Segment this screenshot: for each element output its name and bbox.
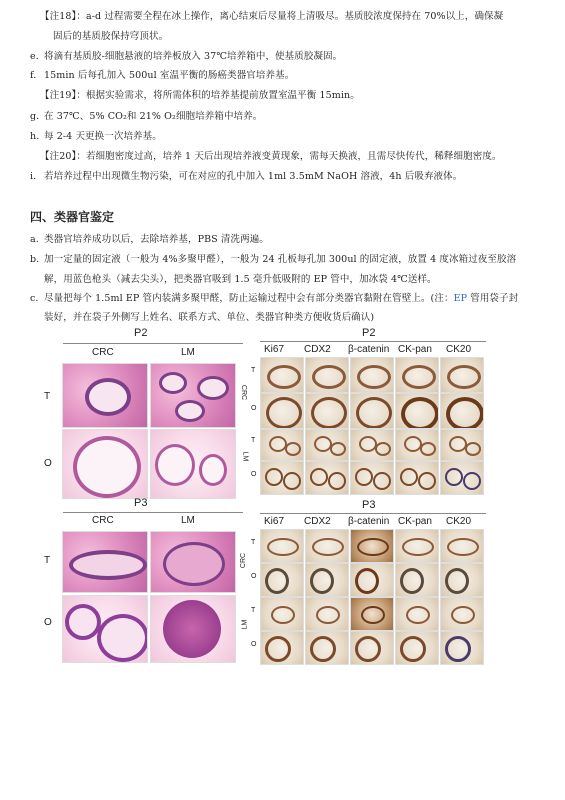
ihc-tile <box>350 429 394 461</box>
ihc-tile <box>260 357 304 393</box>
item-c-text-after: 管用袋子封 <box>467 293 519 304</box>
ihc-tile <box>395 357 439 393</box>
ihc-organoid <box>463 472 481 490</box>
ihc-gland <box>285 442 301 456</box>
step-h-label: h. <box>30 131 40 142</box>
ihc-tile <box>395 393 439 429</box>
ihc-gland <box>267 365 301 389</box>
ihc-p2-col-ck20: CK20 <box>446 344 472 355</box>
he-p3-col-lm: LM <box>181 515 195 526</box>
ihc-p3-col-ckpan: CK-pan <box>398 516 432 527</box>
ihc-tile <box>305 461 349 495</box>
note-18-line1: 【注18】：a-d 过程需要全程在冰上操作，离心结束后尽量将上清吸尽。基质胶浓度保持在 70%以上，确保凝 <box>40 11 504 22</box>
ihc-tile <box>350 393 394 429</box>
ihc-tile <box>395 429 439 461</box>
step-i-text: 若培养过程中出现微生物污染，可在对应的孔中加入 1ml 3.5mM NaOH 溶液，4h 后吸弃液体。 <box>44 171 463 182</box>
ihc-tile <box>305 529 349 563</box>
ihc-p3-col-bcatenin: β-catenin <box>348 516 390 527</box>
ihc-tile <box>440 393 484 429</box>
note-19: 【注19】：根据实验需求，将所需体积的培养基提前放置室温平衡 15min。 <box>40 90 360 101</box>
he-organoid <box>73 436 141 498</box>
he-p2-crc-tissue <box>62 363 148 428</box>
item-c-text-before: 尽量把每个 1.5ml EP 管内装满多聚甲醛，防止运输过程中会有部分类器官黏附在管壁上。(注： <box>44 293 454 304</box>
ihc-tile <box>260 563 304 597</box>
ihc-gland <box>447 538 479 556</box>
ihc-p3-crc-row-o: O <box>251 573 257 580</box>
he-p3-divider <box>63 512 243 513</box>
ihc-tile <box>350 357 394 393</box>
ihc-tile <box>350 631 394 665</box>
ihc-organoid <box>328 472 346 490</box>
ihc-organoid <box>446 397 484 429</box>
ihc-organoid <box>400 636 426 662</box>
item-b-line1 <box>30 253 516 266</box>
ihc-organoid <box>311 397 347 429</box>
he-p2-col-lm: LM <box>181 347 195 358</box>
step-f <box>30 69 294 82</box>
ihc-organoid <box>265 468 283 486</box>
item-b-line2: 解，用蓝色枪头（减去尖头），把类器官吸到 1.5 毫升低吸附的 EP 管中，加冰袋 4℃送样。 <box>44 274 437 285</box>
ihc-tile <box>305 563 349 597</box>
ihc-p3-col-ck20: CK20 <box>446 516 472 527</box>
he-p3-title: P3 <box>134 497 148 509</box>
note-20: 【注20】：若细胞密度过高，培养 1 天后出现培养液变黄现象，需每天换液，且需尽快传代，稀释细胞密度。 <box>40 151 502 162</box>
ihc-tile <box>305 597 349 631</box>
he-p2-lm-tissue <box>150 363 236 428</box>
ihc-organoid <box>418 472 436 490</box>
step-h-text: 每 2-4 天更换一次培养基。 <box>44 131 162 142</box>
item-c-ep-highlight: EP <box>453 293 468 304</box>
he-gland <box>175 400 205 422</box>
ihc-tile <box>260 597 304 631</box>
item-a-label: a. <box>30 234 39 245</box>
ihc-organoid <box>355 568 379 594</box>
ihc-tile <box>350 529 394 563</box>
ihc-gland <box>312 538 344 556</box>
ihc-p2-crc-row-t: T <box>251 367 256 374</box>
step-g-label: g. <box>30 111 40 122</box>
he-gland <box>197 376 229 400</box>
item-a <box>30 233 269 246</box>
item-b-label: b. <box>30 254 40 265</box>
he-p2-col-crc: CRC <box>92 347 114 358</box>
he-organoid <box>97 614 148 662</box>
ihc-p2-crc-row-o: O <box>251 405 257 412</box>
ihc-organoid <box>356 397 392 429</box>
ihc-organoid <box>265 568 289 594</box>
he-gland <box>85 378 131 416</box>
ihc-organoid <box>445 568 469 594</box>
step-g-text: 在 37℃、5% CO₂和 21% O₂细胞培养箱中培养。 <box>44 111 263 122</box>
ihc-gland <box>402 365 436 389</box>
ihc-p2-col-cdx2: CDX2 <box>304 344 331 355</box>
ihc-tile <box>440 563 484 597</box>
item-c-line1 <box>30 292 518 305</box>
he-gland <box>69 550 147 580</box>
he-p2-row-o: O <box>44 458 52 469</box>
he-gland <box>159 372 187 394</box>
he-p3-lm-tissue <box>150 531 236 593</box>
he-p2-lm-organoid <box>150 429 236 499</box>
note-18-line2: 固后的基质胶保持穹顶状。 <box>53 31 169 42</box>
ihc-organoid <box>445 468 463 486</box>
ihc-tile <box>395 597 439 631</box>
ihc-organoid <box>401 397 439 429</box>
ihc-gland <box>406 606 430 624</box>
ihc-tile <box>305 429 349 461</box>
ihc-gland <box>361 606 385 624</box>
ihc-organoid <box>266 397 302 429</box>
ihc-organoid <box>400 468 418 486</box>
item-a-text: 类器官培养成功以后，去除培养基，PBS 清洗两遍。 <box>44 234 269 245</box>
ihc-organoid <box>265 636 291 662</box>
ihc-p3-lm-row-t: T <box>251 607 256 614</box>
ihc-p3-group-crc: CRC <box>240 552 248 569</box>
ihc-p2-col-ki67: Ki67 <box>264 344 285 355</box>
ihc-p2-lm-row-o: O <box>251 471 257 478</box>
ihc-tile <box>260 461 304 495</box>
step-f-label: f. <box>30 70 37 81</box>
he-p2-crc-organoid <box>62 429 148 499</box>
step-e-label: e. <box>30 51 39 62</box>
ihc-gland <box>447 365 481 389</box>
ihc-tile <box>440 597 484 631</box>
ihc-tile <box>350 597 394 631</box>
ihc-organoid <box>373 472 391 490</box>
ihc-organoid <box>310 568 334 594</box>
he-p3-crc-organoid <box>62 595 148 663</box>
ihc-tile <box>305 631 349 665</box>
ihc-organoid <box>310 468 328 486</box>
ihc-p3-lm-row-o: O <box>251 641 257 648</box>
ihc-gland <box>312 365 346 389</box>
ihc-p2-title: P2 <box>362 327 376 339</box>
ihc-organoid <box>355 636 381 662</box>
ihc-tile <box>440 631 484 665</box>
step-e-text: 将滴有基质胶-细胞悬液的培养板放入 37℃培养箱中，使基质胶凝固。 <box>44 51 343 62</box>
step-g <box>30 110 262 123</box>
ihc-tile <box>395 631 439 665</box>
item-c-label: c. <box>30 293 39 304</box>
ihc-gland <box>316 606 340 624</box>
ihc-p3-col-ki67: Ki67 <box>264 516 285 527</box>
ihc-p3-title: P3 <box>362 499 376 511</box>
he-p3-crc-tissue <box>62 531 148 593</box>
he-p3-lm-organoid <box>150 595 236 663</box>
ihc-p3-col-cdx2: CDX2 <box>304 516 331 527</box>
ihc-p3-group-lm: LM <box>241 619 249 630</box>
ihc-tile <box>395 529 439 563</box>
ihc-p3-crc-row-t: T <box>251 539 256 546</box>
ihc-p2-divider <box>260 341 486 342</box>
ihc-organoid <box>400 568 424 594</box>
ihc-p2-lm-row-t: T <box>251 437 256 444</box>
ihc-gland <box>357 365 391 389</box>
ihc-tile <box>440 429 484 461</box>
ihc-tile <box>260 631 304 665</box>
he-organoid <box>163 600 221 658</box>
he-gland <box>163 542 225 586</box>
ihc-tile <box>305 357 349 393</box>
step-i <box>30 170 462 183</box>
he-organoid <box>65 604 101 640</box>
ihc-tile <box>305 393 349 429</box>
he-p2-row-t: T <box>44 391 51 402</box>
item-c-line2: 装好，并在袋子外侧写上姓名、联系方式、单位、类器官种类方便收货后确认) <box>44 312 375 323</box>
ihc-gland <box>267 538 299 556</box>
ihc-p3-divider <box>260 513 486 514</box>
ihc-tile <box>260 529 304 563</box>
step-i-label: i. <box>30 171 37 182</box>
ihc-organoid <box>310 636 336 662</box>
ihc-tile <box>440 529 484 563</box>
he-p3-col-crc: CRC <box>92 515 114 526</box>
he-p3-row-t: T <box>44 555 51 566</box>
item-b-text: 加一定量的固定液（一般为 4%多聚甲醛），一般为 24 孔板每孔加 300ul 的固定液，放置 4 度冰箱过夜至胶溶 <box>44 254 517 265</box>
ihc-tile <box>395 461 439 495</box>
ihc-gland <box>451 606 475 624</box>
ihc-p2-col-bcatenin: β-catenin <box>348 344 390 355</box>
ihc-organoid <box>283 472 301 490</box>
organoid-figure <box>38 325 490 665</box>
section-heading: 四、类器官鉴定 <box>30 210 115 224</box>
ihc-tile <box>395 563 439 597</box>
ihc-tile <box>260 393 304 429</box>
he-p3-row-o: O <box>44 617 52 628</box>
ihc-tile <box>440 461 484 495</box>
he-organoid <box>199 454 227 486</box>
ihc-gland <box>420 442 436 456</box>
ihc-gland <box>402 538 434 556</box>
he-organoid <box>155 444 195 486</box>
ihc-gland <box>357 538 389 556</box>
ihc-gland <box>375 442 391 456</box>
ihc-tile <box>350 563 394 597</box>
ihc-p2-group-crc: CRC <box>240 384 248 401</box>
ihc-gland <box>465 442 481 456</box>
ihc-p2-col-ckpan: CK-pan <box>398 344 432 355</box>
ihc-tile <box>440 357 484 393</box>
ihc-organoid <box>355 468 373 486</box>
step-e <box>30 50 342 63</box>
ihc-gland <box>330 442 346 456</box>
ihc-organoid <box>445 636 471 662</box>
step-h <box>30 130 162 143</box>
ihc-p2-group-lm: LM <box>241 451 249 462</box>
ihc-tile <box>350 461 394 495</box>
ihc-tile <box>260 429 304 461</box>
he-p2-title: P2 <box>134 327 148 339</box>
step-f-text: 15min 后每孔加入 500ul 室温平衡的肠癌类器官培养基。 <box>44 70 295 81</box>
ihc-gland <box>271 606 295 624</box>
he-p2-divider <box>63 343 243 344</box>
